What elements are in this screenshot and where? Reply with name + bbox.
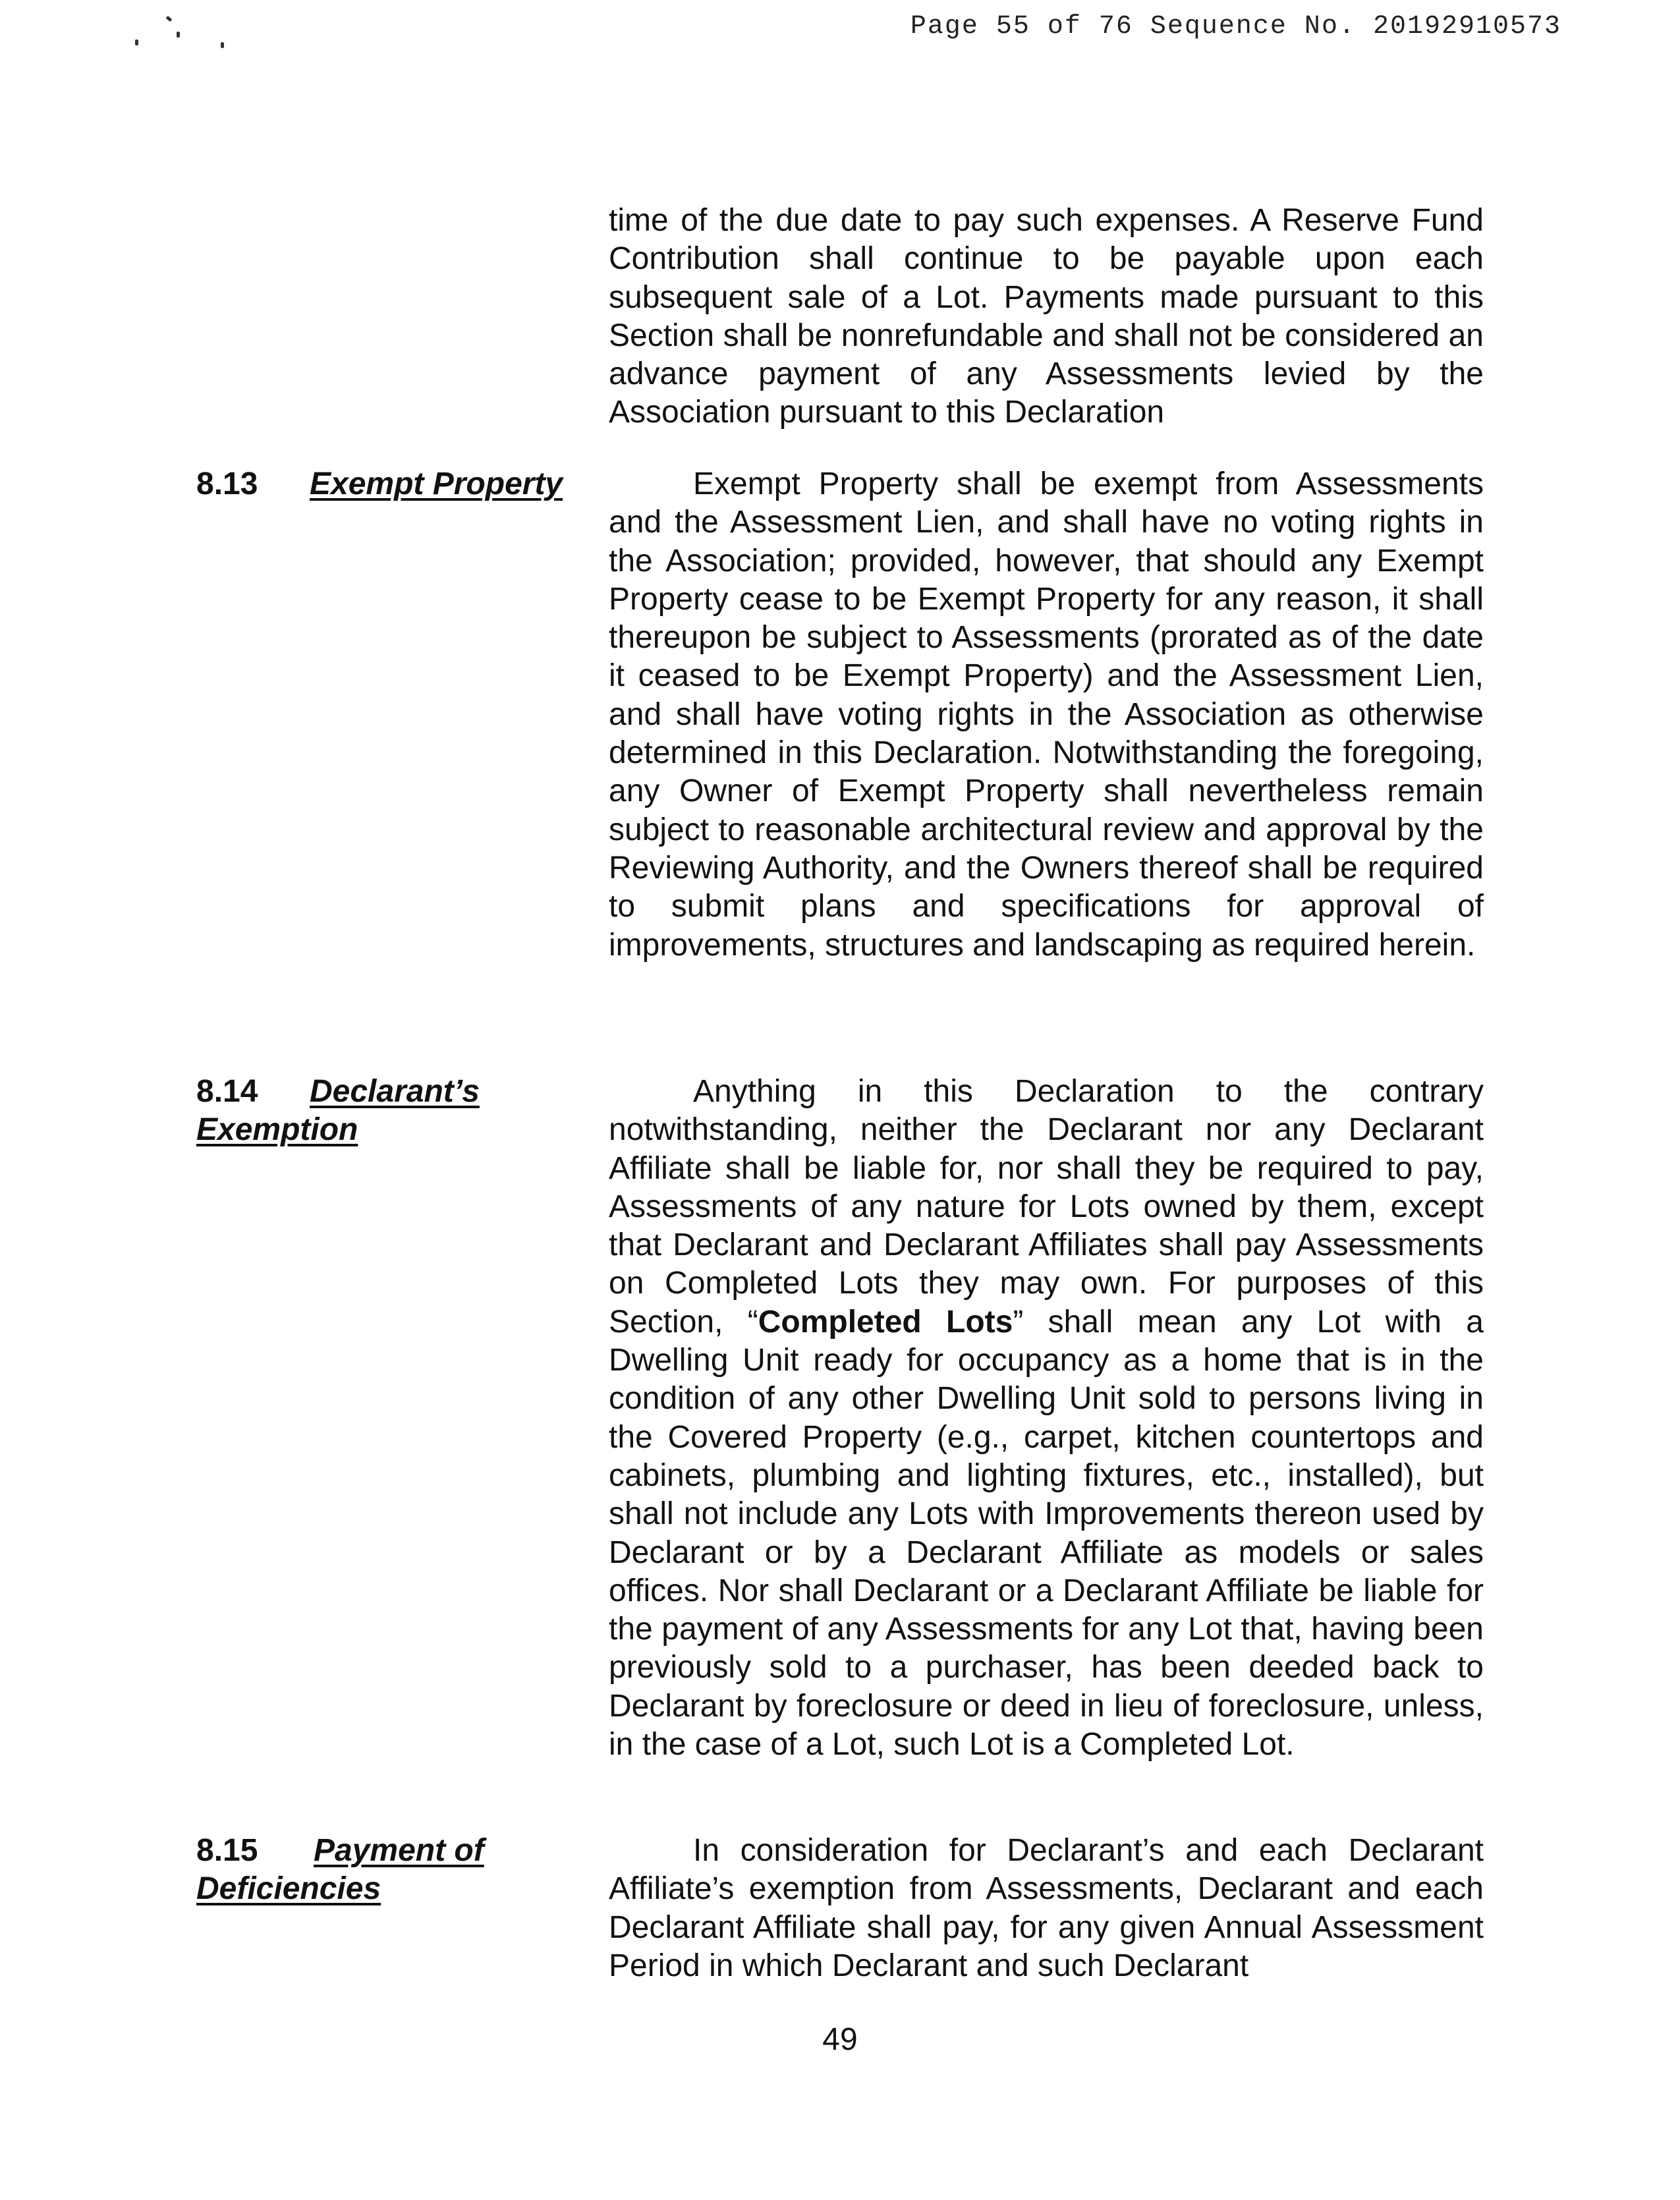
- section-body-8-15: In consideration for Declarant’s and each Declarant Affiliate’s exemption from Assessments, Declarant and each Declarant Affiliate shall pay, for any given Annual Assessment Period in which Declarant and such Declarant: [609, 1833, 1484, 1983]
- page-number: 49: [822, 2022, 858, 2057]
- scan-speck-marks: [119, 13, 237, 59]
- section-body-8-14-part2: ” shall mean any Lot with a Dwelling Unit ready for occupancy as a home that is in the condition of any other Dwelling Unit sold to persons living in the Covered Property (e.g., carpet, kitchen countertops and cabinets, plumbing and lighting fixtures, etc., installed), but shall not include any Lots with Improvements thereon used by Declarant or by a Declarant Affiliate as models or sales offices. Nor shall Declarant or a Declarant Affiliate be liable for the payment of any Assessments for any Lot that, having been previously sold to a purchaser, has been deeded back to Declarant by foreclosure or deed in lieu of foreclosure, unless, in the case of a Lot, such Lot is a Completed Lot.: [609, 1304, 1484, 1763]
- section-heading-payment-of: Payment of: [314, 1833, 484, 1868]
- section-heading-exempt-property: Exempt Property: [310, 466, 563, 501]
- section-body-8-13: Exempt Property shall be exempt from Assessments and the Assessment Lien, and shall have no voting rights in the Association; provided, however, that should any Exempt Property cease to be Exempt Property for any reason, it shall thereupon be subject to Assessments (prorated as of the date it ceased to be Exempt Property) and the Assessment Lien, and shall have voting rights in the Association as otherwise determined in this Declaration. Notwithstanding the foregoing, any Owner of Exempt Property shall nevertheless remain subject to reasonable architectural review and approval by the Reviewing Authority, and the Owners thereof shall be required to submit plans and specifications for approval of improvements, structures and landscaping as required herein.: [609, 466, 1484, 963]
- continuation-paragraph: time of the due date to pay such expenses. A Reserve Fund Contribution shall continue to be payable upon each subsequent sale of a Lot. Payments made pursuant to this Section shall be nonrefundable and shall not be considered an advance payment of any Assessments levied by the Association pursuant to this Declaration: [609, 203, 1484, 430]
- section-number-8-13: 8.13: [196, 466, 258, 501]
- section-heading-exemption: Exemption: [196, 1112, 358, 1147]
- section-number-8-14: 8.14: [196, 1074, 258, 1109]
- section-body-8-14: [609, 1073, 1484, 1764]
- section-number-8-15: 8.15: [196, 1833, 258, 1868]
- section-heading-deficiencies: Deficiencies: [196, 1871, 381, 1906]
- section-heading-declarants: Declarant’s: [310, 1074, 480, 1109]
- section-body-8-14-part1: Anything in this Declaration to the contrary notwithstanding, neither the Declarant nor any Declarant Affiliate shall be liable for, nor shall they be required to pay, Assessments of any nature for Lots owned by them, except that Declarant and Declarant Affiliates shall pay Assessments on Completed Lots they may own. For purposes of this Section, “: [609, 1074, 1484, 1340]
- defined-term-completed-lots: Completed Lots: [758, 1304, 1013, 1340]
- page-sequence-stamp: Page 55 of 76 Sequence No. 20192910573: [910, 12, 1561, 42]
